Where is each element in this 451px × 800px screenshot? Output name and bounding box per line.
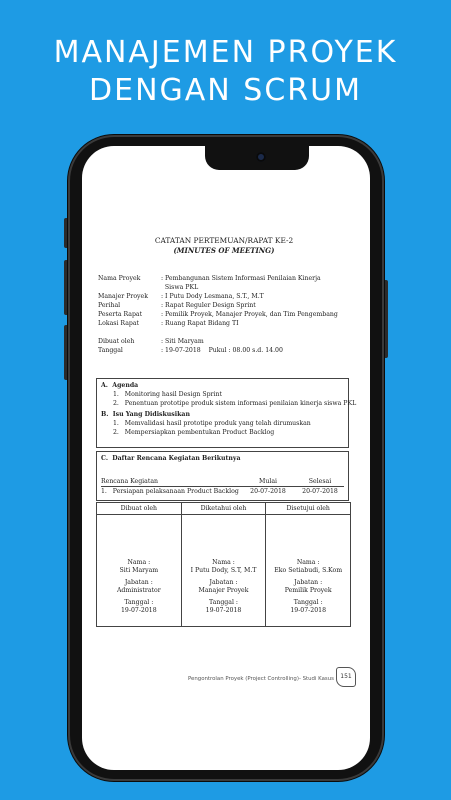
signature-body [182, 559, 266, 615]
info-row [98, 274, 353, 283]
info-label [98, 283, 161, 292]
name-label: Nama : [212, 559, 235, 566]
plan-end: 20-07-2018 [302, 488, 338, 495]
signature-column [182, 503, 267, 626]
headline [0, 34, 451, 110]
job-label: Jabatan : [209, 578, 238, 586]
signer-date: 19-07-2018 [290, 607, 327, 615]
signature-head: Disetujui oleh [266, 503, 350, 515]
info-label: Lokasi Rapat [98, 320, 140, 327]
issues-heading: B. Isu Yang Didiskusikan [101, 411, 190, 418]
signer-name: Siti Maryam [119, 567, 159, 575]
signer-job: Pemilik Proyek [284, 587, 332, 595]
date-label: Tanggal : [124, 598, 154, 606]
job-label: Jabatan : [294, 578, 323, 586]
signer-date: 19-07-2018 [120, 607, 157, 615]
signer-name: I Putu Dody, S.T, M.T [190, 567, 257, 575]
date-label: Tanggal : [209, 598, 238, 606]
signature-head: Dibuat oleh [97, 503, 181, 515]
name-label: Nama : [296, 559, 320, 566]
signature-column [266, 503, 350, 626]
info-value: : 19-07-2018 Pukul : 08.00 s.d. 14.00 [161, 347, 283, 354]
info-row [98, 319, 353, 328]
signer-date: 19-07-2018 [205, 607, 242, 615]
document-title: CATATAN PERTEMUAN/RAPAT KE-2 [154, 236, 294, 245]
signature-table [96, 502, 351, 627]
plan-box [96, 451, 349, 501]
info-row [98, 346, 353, 355]
page-footer: Pengontrolan Proyek (Project Controlling)- Studi Kasus [188, 676, 334, 682]
info-label: Dibuat oleh [98, 338, 135, 345]
plan-header-row [101, 477, 344, 487]
plan-col-start: Mulai [259, 478, 277, 485]
info-label: Nama Proyek [98, 275, 141, 282]
meeting-info [98, 274, 353, 355]
agenda-box [96, 378, 357, 448]
info-value: Siswa PKL [161, 284, 199, 291]
headline-line-2: DENGAN SCRUM [89, 73, 362, 108]
plan-col-end: Selesai [308, 478, 332, 485]
signature-head: Diketahui oleh [182, 503, 266, 515]
info-row [98, 310, 353, 319]
meeting-document [93, 236, 357, 615]
agenda-item: 2. Penentuan prototipe produk sistem informasi penilaian kinerja siswa PKL [113, 400, 357, 407]
plan-row [101, 487, 344, 496]
info-value: : Siti Maryam [161, 338, 204, 345]
info-spacer [98, 328, 353, 337]
camera-icon [256, 152, 266, 162]
document-subtitle: (MINUTES OF MEETING) [173, 246, 275, 255]
signer-job: Manajer Proyek [198, 587, 249, 595]
plan-col-activity: Rencana Kegiatan [101, 478, 159, 485]
info-row [98, 283, 353, 292]
info-value: : Rapat Reguler Design Sprint [161, 302, 256, 309]
plan-heading: C. Daftar Rencana Kegiatan Berikutnya [101, 455, 241, 462]
info-label: Tanggal [98, 347, 123, 354]
info-row [98, 337, 353, 346]
signer-job: Administrator [116, 587, 161, 595]
agenda-item: 1. Monitoring hasil Design Sprint [113, 391, 222, 398]
plan-activity: 1. Persiapan pelaksanaan Product Backlog [101, 488, 239, 495]
headline-line-1: MANAJEMEN PROYEK [53, 35, 398, 70]
name-label: Nama : [127, 559, 151, 566]
job-label: Jabatan : [124, 578, 153, 586]
page-number: 151 [336, 667, 356, 687]
issue-item: 2. Mempersiapkan pembentukan Product Backlog [113, 429, 275, 436]
info-value: : Ruang Rapat Bidang TI [161, 320, 239, 327]
signature-column [97, 503, 182, 626]
plan-start: 20-07-2018 [250, 488, 286, 495]
info-row [98, 292, 353, 301]
agenda-heading: A. Agenda [101, 382, 139, 389]
info-value: : I Putu Dody Lesmana, S.T., M.T [161, 293, 264, 300]
info-value: : Pembangunan Sistem Informasi Penilaian Kinerja [161, 275, 321, 282]
info-value: : Pemilik Proyek, Manajer Proyek, dan Tim Pengembang [161, 311, 338, 318]
signature-body [266, 559, 350, 615]
info-label: Manajer Proyek [98, 293, 148, 300]
info-row [98, 301, 353, 310]
issue-item: 1. Memvalidasi hasil prototipe produk yang telah dirumuskan [113, 420, 311, 427]
signer-name: Eko Setiabudi, S.Kom [274, 567, 343, 575]
info-label: Peserta Rapat [98, 311, 143, 318]
signature-body [97, 559, 181, 615]
date-label: Tanggal : [293, 598, 323, 606]
info-label: Perihal [98, 302, 121, 309]
